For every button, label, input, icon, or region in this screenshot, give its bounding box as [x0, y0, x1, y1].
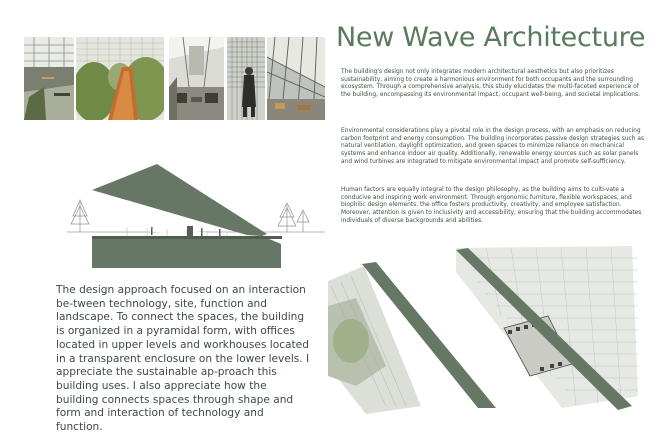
human-factors-paragraph: Human factors are equally integral to the design philosophy, as the building aims to culti-vate a conducive and inspiring work environment. Through ergonomic furniture, flexible workspaces, and biophilic design elements, the office fosters productivity, creativity, and employee satisfaction. Moreover, attention is given to inclusivity and accessibility, ensuring that the building accommodates individuals of diverse backgrounds and abilities.	[341, 187, 642, 224]
photo-person-facade	[227, 37, 265, 120]
tree-icon	[278, 203, 309, 232]
photo-lobby-seating	[169, 37, 224, 120]
angled-photo-collage	[326, 246, 640, 414]
building-section-drawing	[67, 150, 325, 270]
tree-icon	[71, 200, 89, 232]
photo-green-atrium	[76, 37, 164, 120]
environment-paragraph: Environmental considerations play a pivotal role in the design process, with an emphasis on reducing carbon footprint and energy consumption. The building incorporates passive design strategies such as natural ventilation, daylight optimization, and green spaces to minimize reliance on mechanical systems and enhance indoor air quality. Additionally, renewable energy sources such as solar panels and wind turbines are integrated to mitigate environmental impact and promote self-sufficiency.	[341, 128, 645, 165]
photo-interior-walkway	[24, 37, 74, 120]
design-approach-text: The design approach focused on an interaction be-tween technology, site, function and landscape. To connect the spaces, the building is organized in a pyramidal form, with offices located in upper levels and workhouses located in a transparent enclosure on the lower levels. I appreciate the sustainable ap-proach this building uses. I also appreciate how the building connects spaces through shape and form and interaction of technology and function.	[56, 284, 310, 434]
intro-paragraph: The building's design not only integrates modern architectural aesthetics but also prioritizes sustainability, aiming to create a harmonious environment for both occupants and the surrounding ecosystem. Through a comprehensive analysis, this study elucidates the multi-faceted experience of the building, encompassing its environmental impact, occupant well-being, and societal implications.	[341, 69, 640, 99]
page-title: New Wave Architecture	[336, 22, 646, 53]
photo-glass-roof	[267, 37, 325, 120]
